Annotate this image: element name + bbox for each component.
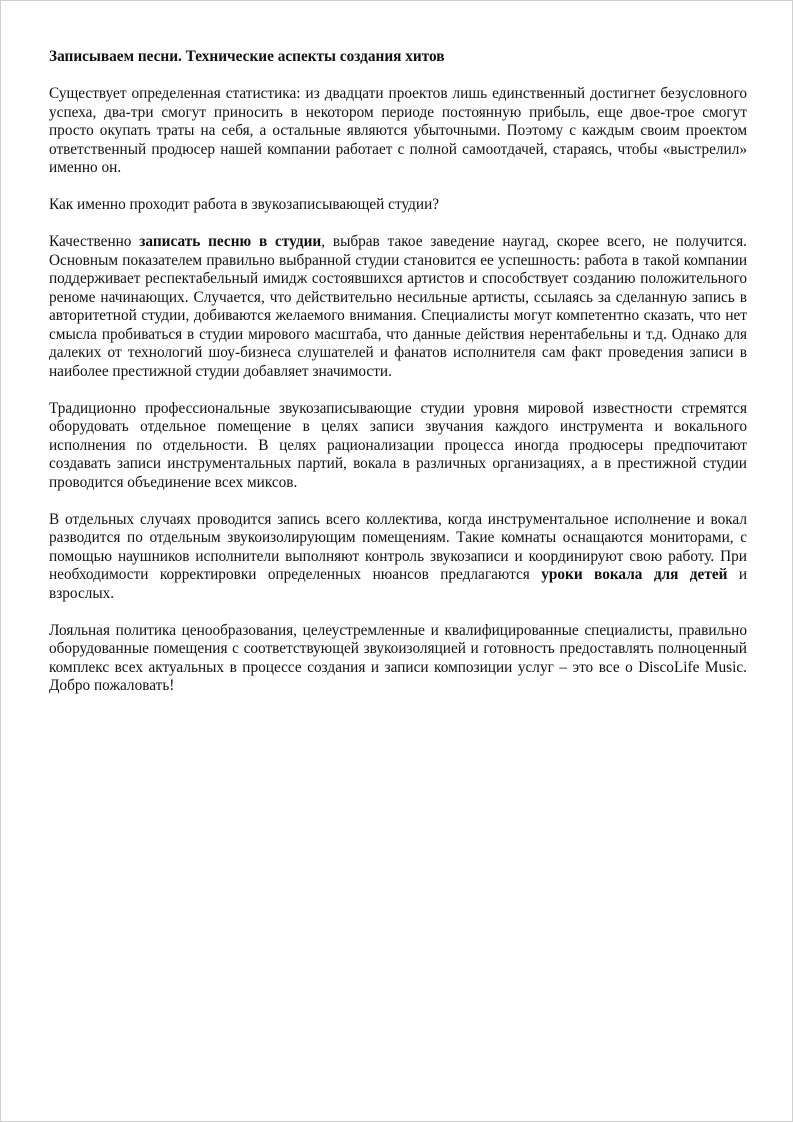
paragraph-text: , выбрав такое заведение наугад, скорее всего, не получится. Основным показателем правильно выбранной студии становится ее успешность: работа в такой компании поддерживает респектабельный имидж состоявшихся артистов и способствует созданию положительного реноме начинающих. Случается, что действительно несильные артисты, ссылаясь за сделанную запись в авторитетной студии, добиваются желаемого внимания. Специалисты могут компетентно сказать, что нет смысла пробиваться в студии мирового масштаба, что данные действия нерентабельны и т.д. Однако для далеких от технологий шоу-бизнеса слушателей и фанатов исполнителя сам факт проведения записи в наиболее престижной студии добавляет значимости. [49, 233, 747, 380]
paragraph-closing: Лояльная политика ценообразования, целеустремленные и квалифицированные специалисты, правильно оборудованные помещения с соответствующей звукоизоляцией и готовность предоставлять полноценный комплекс всех актуальных в процессе создания и записи композиции услуг – это все о DiscoLife Music. Добро пожаловать! [49, 621, 747, 694]
section-question: Как именно проходит работа в звукозаписывающей студии? [49, 196, 440, 213]
paragraph-statistics: Существует определенная статистика: из двадцати проектов лишь единственный достигнет безусловного успеха, два-три смогут приносить в некотором периоде постоянную прибыль, еще двое-трое смогут просто окупать траты на себя, а остальные являются убыточными. Поэтому с каждым своим проектом ответственный продюсер нашей компании работает с полной самоотдачей, стараясь, чтобы «выстрелил» именно он. [49, 85, 747, 176]
paragraph-studio-choice [49, 233, 747, 381]
keyword-link-record-song: записать песню в студии [139, 233, 322, 250]
document-body [49, 48, 747, 714]
paragraph-collective-recording [49, 511, 747, 604]
paragraph-text: Качественно [49, 233, 140, 250]
paragraph-text: и взрослых. [49, 566, 748, 602]
paragraph-text: В отдельных случаях проводится запись всего коллектива, когда инструментальное исполнение и вокал разводится по отдельным звукоизолирующим помещениям. Такие комнаты оснащаются мониторами, с помощью наушников исполнители выполняют контроль звукозаписи и координируют свою работу. При необходимости корректировки определенных нюансов предлагаются [49, 510, 747, 583]
paragraph-studio-rooms: Традиционно профессиональные звукозаписывающие студии уровня мировой известности стремятся оборудовать отдельное помещение в целях записи звучания каждого инструмента и вокального исполнения по отдельности. В целях рационализации процесса иногда продюсеры предпочитают создавать записи инструментальных партий, вокала в различных организациях, а в престижной студии проводится объединение всех миксов. [49, 399, 747, 491]
document-title: Записываем песни. Технические аспекты создания хитов [49, 48, 445, 65]
keyword-link-vocal-lessons: уроки вокала для детей [541, 566, 728, 583]
